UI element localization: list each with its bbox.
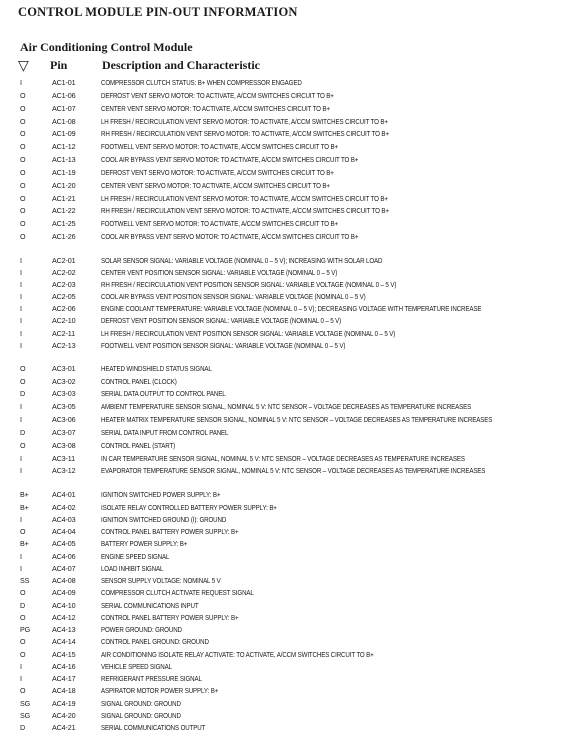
pin-direction: PG <box>20 625 31 635</box>
pin-row <box>0 575 584 587</box>
pin-description: VEHICLE SPEED SIGNAL <box>101 661 172 671</box>
pin-direction: O <box>20 116 26 126</box>
pin-row <box>0 440 584 453</box>
pin-direction: B+ <box>20 539 29 549</box>
pin-direction: B+ <box>20 490 29 500</box>
pin-direction: I <box>20 415 22 425</box>
pin-id: AC4-08 <box>52 576 76 586</box>
pin-id: AC1-19 <box>52 167 76 177</box>
pin-description: BATTERY POWER SUPPLY: B+ <box>101 539 188 549</box>
pin-row <box>0 167 584 180</box>
pin-row <box>0 193 584 206</box>
pin-id: AC1-07 <box>52 103 76 113</box>
pin-description: SERIAL DATA INPUT FROM CONTROL PANEL <box>101 427 229 437</box>
pin-direction: I <box>20 514 22 524</box>
pin-row <box>0 661 584 673</box>
pin-direction: I <box>20 453 22 463</box>
pin-row <box>0 363 584 376</box>
pin-row <box>0 255 584 267</box>
pin-row <box>0 77 584 90</box>
pin-description: SIGNAL GROUND: GROUND <box>101 710 181 720</box>
pin-row <box>0 551 584 563</box>
pin-id: AC2-02 <box>52 268 76 278</box>
pin-row <box>0 636 584 648</box>
pin-description: REFRIGERANT PRESSURE SIGNAL <box>101 674 202 684</box>
pin-row <box>0 315 584 327</box>
pin-id: AC1-01 <box>52 78 76 87</box>
pin-direction: I <box>20 292 22 302</box>
pin-description: LH FRESH / RECIRCULATION VENT POSITION SENSOR SIGNAL: VARIABLE VOLTAGE (NOMINAL 0 – 5 V) <box>101 328 396 338</box>
pin-row <box>0 649 584 661</box>
pin-description: DEFROST VENT POSITION SENSOR SIGNAL: VARIABLE VOLTAGE (NOMINAL 0 – 5 V) <box>101 316 342 326</box>
pin-id: AC2-13 <box>52 340 76 350</box>
pin-id: AC4-16 <box>52 661 76 671</box>
pin-description: CENTER VENT SERVO MOTOR: TO ACTIVATE, A/CCM SWITCHES CIRCUIT TO B+ <box>101 180 330 190</box>
pin-row <box>0 710 584 722</box>
pin-id: AC4-14 <box>52 637 76 647</box>
pin-id: AC2-10 <box>52 316 76 326</box>
pin-id: AC1-25 <box>52 219 76 229</box>
pin-row <box>0 453 584 466</box>
pin-description: ISOLATE RELAY CONTROLLED BATTERY POWER SUPPLY: B+ <box>101 502 277 512</box>
pin-row <box>0 231 584 244</box>
pin-direction: I <box>20 280 22 290</box>
pin-direction: O <box>20 686 26 696</box>
pin-description: SOLAR SENSOR SIGNAL: VARIABLE VOLTAGE (NOMINAL 0 – 5 V); INCREASING WITH SOLAR LOAD <box>101 255 383 265</box>
pin-direction: O <box>20 527 26 537</box>
pin-id: AC1-13 <box>52 155 76 165</box>
pin-description: RH FRESH / RECIRCULATION VENT SERVO MOTOR: TO ACTIVATE, A/CCM SWITCHES CIRCUIT TO B+ <box>101 129 389 139</box>
pin-direction: O <box>20 206 26 216</box>
pin-row <box>0 328 584 340</box>
pin-id: AC3-11 <box>52 453 75 463</box>
pin-description: CONTROL PANEL BATTERY POWER SUPPLY: B+ <box>101 612 239 622</box>
pin-id: AC4-15 <box>52 649 76 659</box>
pin-direction: O <box>20 193 26 203</box>
pin-direction: D <box>20 389 26 399</box>
pin-row <box>0 128 584 141</box>
pin-direction: O <box>20 649 26 659</box>
pin-row <box>0 116 584 129</box>
pin-direction: O <box>20 142 26 152</box>
pin-direction: I <box>20 563 22 573</box>
pin-direction: O <box>20 129 26 139</box>
pin-row <box>0 563 584 575</box>
pin-description: SERIAL DATA OUTPUT TO CONTROL PANEL <box>101 389 226 399</box>
pin-description: LOAD INHIBIT SIGNAL <box>101 563 164 573</box>
description-column-header: Description and Characteristic <box>102 58 260 72</box>
pin-id: AC4-03 <box>52 514 76 524</box>
pin-direction: I <box>20 340 22 350</box>
pin-group <box>0 255 584 352</box>
table-header <box>18 58 578 74</box>
pin-direction: O <box>20 588 26 598</box>
pin-description: CONTROL PANEL GROUND: GROUND <box>101 637 209 647</box>
pin-id: AC4-05 <box>52 539 76 549</box>
page-title: CONTROL MODULE PIN-OUT INFORMATION <box>18 5 298 19</box>
pin-direction: O <box>20 363 26 373</box>
pin-direction: B+ <box>20 502 29 512</box>
pin-row <box>0 154 584 167</box>
pin-id: AC3-07 <box>52 427 76 437</box>
pin-description: COOL AIR BYPASS VENT POSITION SENSOR SIGNAL: VARIABLE VOLTAGE (NOMINAL 0 – 5 V) <box>101 292 366 302</box>
pin-row <box>0 376 584 389</box>
pin-direction: O <box>20 103 26 113</box>
pin-row <box>0 218 584 231</box>
pin-description: CENTER VENT SERVO MOTOR: TO ACTIVATE, A/CCM SWITCHES CIRCUIT TO B+ <box>101 103 330 113</box>
pin-id: AC4-21 <box>52 723 76 733</box>
pin-direction: I <box>20 255 22 265</box>
pin-direction: D <box>20 427 26 437</box>
pin-description: RH FRESH / RECIRCULATION VENT SERVO MOTOR: TO ACTIVATE, A/CCM SWITCHES CIRCUIT TO B+ <box>101 206 389 216</box>
pin-id: AC1-21 <box>52 193 76 203</box>
pin-direction: SG <box>20 698 31 708</box>
pin-row <box>0 340 584 352</box>
pin-row <box>0 673 584 685</box>
pin-direction: O <box>20 90 26 100</box>
pin-direction: O <box>20 155 26 165</box>
pin-row <box>0 526 584 538</box>
pin-id: AC4-06 <box>52 551 76 561</box>
pin-id: AC2-03 <box>52 280 76 290</box>
pin-row <box>0 427 584 440</box>
pin-id: AC2-05 <box>52 292 76 302</box>
pin-direction: O <box>20 180 26 190</box>
pin-row <box>0 205 584 218</box>
pin-direction: I <box>20 304 22 314</box>
pin-id: AC3-05 <box>52 402 76 412</box>
pin-description: HEATER MATRIX TEMPERATURE SENSOR SIGNAL, NOMINAL 5 V: NTC SENSOR – VOLTAGE DECREASES AS TEMPERATURE INCREASES <box>101 415 493 425</box>
pin-description: EVAPORATOR TEMPERATURE SENSOR SIGNAL, NOMINAL 5 V: NTC SENSOR – VOLTAGE DECREASES AS TEMPERATURE INCREASES <box>101 466 486 476</box>
pin-row <box>0 698 584 710</box>
pin-id: AC3-12 <box>52 466 76 476</box>
pin-direction: I <box>20 551 22 561</box>
pin-description: HEATED WINDSHIELD STATUS SIGNAL <box>101 363 212 373</box>
pin-table <box>0 77 584 734</box>
pin-description: FOOTWELL VENT SERVO MOTOR: TO ACTIVATE, A/CCM SWITCHES CIRCUIT TO B+ <box>101 219 338 229</box>
pin-id: AC4-12 <box>52 612 76 622</box>
pin-id: AC4-18 <box>52 686 76 696</box>
pin-description: DEFROST VENT SERVO MOTOR: TO ACTIVATE, A/CCM SWITCHES CIRCUIT TO B+ <box>101 167 334 177</box>
pin-group <box>0 77 584 244</box>
pin-row <box>0 600 584 612</box>
pin-row <box>0 414 584 427</box>
pin-id: AC4-09 <box>52 588 76 598</box>
pin-description: ASPIRATOR MOTOR POWER SUPPLY: B+ <box>101 686 219 696</box>
pin-group <box>0 489 584 734</box>
pin-direction: O <box>20 219 26 229</box>
pin-row <box>0 502 584 514</box>
pin-row <box>0 103 584 116</box>
pin-description: LH FRESH / RECIRCULATION VENT SERVO MOTOR: TO ACTIVATE, A/CCM SWITCHES CIRCUIT TO B+ <box>101 116 388 126</box>
pin-id: AC3-08 <box>52 440 76 450</box>
pin-id: AC4-19 <box>52 698 76 708</box>
pin-row <box>0 465 584 478</box>
pin-description: COOL AIR BYPASS VENT SERVO MOTOR: TO ACTIVATE, A/CCM SWITCHES CIRCUIT TO B+ <box>101 155 359 165</box>
pin-id: AC4-20 <box>52 710 76 720</box>
pin-id: AC1-26 <box>52 232 76 242</box>
pin-direction: I <box>20 402 22 412</box>
pin-row <box>0 388 584 401</box>
pin-description: SENSOR SUPPLY VOLTAGE: NOMINAL 5 V <box>101 576 221 586</box>
pin-direction: O <box>20 440 26 450</box>
pin-row <box>0 538 584 550</box>
pin-id: AC4-02 <box>52 502 76 512</box>
pin-description: CONTROL PANEL (CLOCK) <box>101 376 177 386</box>
pin-description: FOOTWELL VENT SERVO MOTOR: TO ACTIVATE, A/CCM SWITCHES CIRCUIT TO B+ <box>101 142 338 152</box>
pin-id: AC2-11 <box>52 328 75 338</box>
pin-row <box>0 587 584 599</box>
pin-direction: I <box>20 661 22 671</box>
pin-row <box>0 685 584 697</box>
pin-id: AC1-09 <box>52 129 76 139</box>
pin-id: AC1-06 <box>52 90 76 100</box>
pin-row <box>0 180 584 193</box>
pin-id: AC1-20 <box>52 180 76 190</box>
pin-direction: I <box>20 78 22 87</box>
pin-direction: D <box>20 723 26 733</box>
pin-direction: O <box>20 167 26 177</box>
pin-description: DEFROST VENT SERVO MOTOR: TO ACTIVATE, A/CCM SWITCHES CIRCUIT TO B+ <box>101 90 334 100</box>
pin-description: COMPRESSOR CLUTCH STATUS: B+ WHEN COMPRESSOR ENGAGED <box>101 78 302 87</box>
pin-id: AC3-02 <box>52 376 76 386</box>
pin-description: ENGINE COOLANT TEMPERATURE: VARIABLE VOLTAGE (NOMINAL 0 – 5 V); DECREASING VOLTAGE WITH TEMPERATURE INCREASE <box>101 304 482 314</box>
pin-direction: I <box>20 466 22 476</box>
pin-description: AIR CONDITIONING ISOLATE RELAY ACTIVATE: TO ACTIVATE, A/CCM SWITCHES CIRCUIT TO B+ <box>101 649 374 659</box>
section-title: Air Conditioning Control Module <box>20 40 193 54</box>
pin-direction: I <box>20 328 22 338</box>
pin-id: AC1-12 <box>52 142 76 152</box>
pin-description: SERIAL COMMUNICATIONS INPUT <box>101 600 199 610</box>
pin-id: AC4-01 <box>52 490 76 500</box>
pin-description: CONTROL PANEL (START) <box>101 440 176 450</box>
pin-row <box>0 612 584 624</box>
pin-direction: O <box>20 637 26 647</box>
pin-row <box>0 401 584 414</box>
pin-id: AC4-10 <box>52 600 76 610</box>
pin-description: COOL AIR BYPASS VENT SERVO MOTOR: TO ACTIVATE, A/CCM SWITCHES CIRCUIT TO B+ <box>101 232 359 242</box>
pin-description: FOOTWELL VENT POSITION SENSOR SIGNAL: VARIABLE VOLTAGE (NOMINAL 0 – 5 V) <box>101 340 346 350</box>
pin-description: COMPRESSOR CLUTCH ACTIVATE REQUEST SIGNAL <box>101 588 254 598</box>
pin-direction: O <box>20 232 26 242</box>
pin-description: ENGINE SPEED SIGNAL <box>101 551 170 561</box>
pin-row <box>0 267 584 279</box>
pin-direction: SG <box>20 710 31 720</box>
pin-id: AC3-06 <box>52 415 76 425</box>
pin-row <box>0 141 584 154</box>
pin-row <box>0 514 584 526</box>
pin-description: POWER GROUND: GROUND <box>101 625 182 635</box>
pin-row <box>0 722 584 734</box>
pin-row <box>0 624 584 636</box>
pin-id: AC4-13 <box>52 625 76 635</box>
pin-direction: O <box>20 376 26 386</box>
pin-id: AC3-03 <box>52 389 76 399</box>
pin-id: AC4-07 <box>52 563 76 573</box>
pin-description: IGNITION SWITCHED GROUND (I): GROUND <box>101 514 227 524</box>
pin-direction: I <box>20 316 22 326</box>
pin-group <box>0 363 584 479</box>
pin-description: RH FRESH / RECIRCULATION VENT POSITION SENSOR SIGNAL: VARIABLE VOLTAGE (NOMINAL 0 – 5 V) <box>101 280 397 290</box>
pin-row <box>0 279 584 291</box>
pin-row <box>0 90 584 103</box>
pin-id: AC2-06 <box>52 304 76 314</box>
pin-description: AMBIENT TEMPERATURE SENSOR SIGNAL, NOMINAL 5 V: NTC SENSOR – VOLTAGE DECREASES AS TEMPERATURE INCREASES <box>101 402 472 412</box>
pin-description: CENTER VENT POSITION SENSOR SIGNAL: VARIABLE VOLTAGE (NOMINAL 0 – 5 V) <box>101 268 338 278</box>
pin-row <box>0 291 584 303</box>
pin-id: AC1-08 <box>52 116 76 126</box>
pin-row <box>0 303 584 315</box>
direction-triangle-icon: ▽ <box>18 57 29 73</box>
pin-direction: I <box>20 674 22 684</box>
pin-id: AC1-22 <box>52 206 76 216</box>
pin-row <box>0 489 584 501</box>
pin-direction: I <box>20 268 22 278</box>
pin-id: AC2-01 <box>52 255 76 265</box>
pin-description: SERIAL COMMUNICATIONS OUTPUT <box>101 723 206 733</box>
pin-id: AC4-17 <box>52 674 76 684</box>
pin-direction: SS <box>20 576 30 586</box>
pin-description: SIGNAL GROUND: GROUND <box>101 698 181 708</box>
pin-id: AC4-04 <box>52 527 76 537</box>
pin-description: LH FRESH / RECIRCULATION VENT SERVO MOTOR: TO ACTIVATE, A/CCM SWITCHES CIRCUIT TO B+ <box>101 193 388 203</box>
pin-column-header: Pin <box>50 58 68 72</box>
pin-direction: D <box>20 600 26 610</box>
pin-description: IN CAR TEMPERATURE SENSOR SIGNAL, NOMINAL 5 V: NTC SENSOR – VOLTAGE DECREASES AS TEMPERATURE INCREASES <box>101 453 465 463</box>
pin-id: AC3-01 <box>52 363 76 373</box>
pin-description: CONTROL PANEL BATTERY POWER SUPPLY: B+ <box>101 527 239 537</box>
pin-description: IGNITION SWITCHED POWER SUPPLY: B+ <box>101 490 221 500</box>
pin-direction: O <box>20 612 26 622</box>
